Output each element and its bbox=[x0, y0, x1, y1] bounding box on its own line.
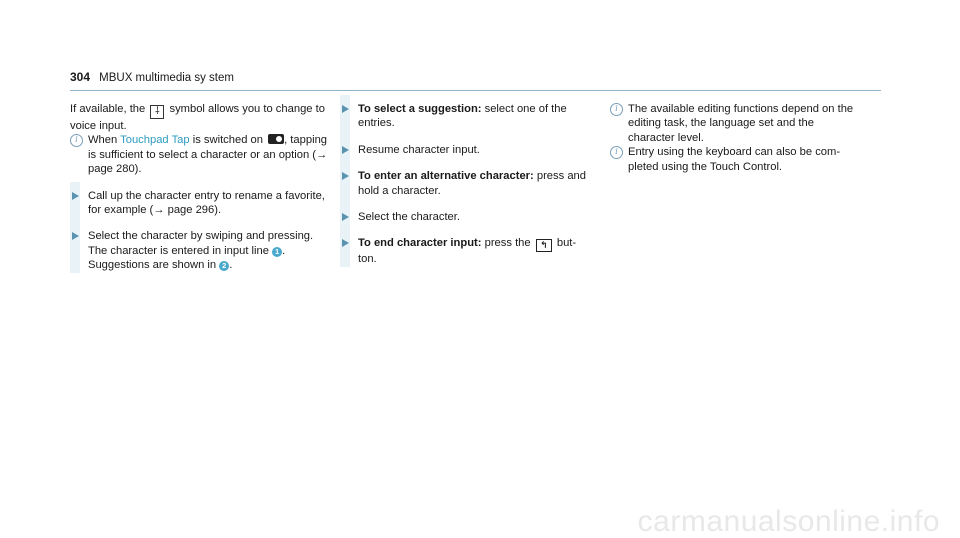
column-3 bbox=[610, 102, 860, 174]
info-icon: i bbox=[610, 146, 623, 159]
step2-text-c: . bbox=[229, 259, 233, 272]
step-heading: To enter an alternative character: bbox=[358, 170, 534, 183]
info-note-keyboard bbox=[610, 145, 860, 174]
callout-1-icon: 1 bbox=[272, 247, 282, 257]
step1-text: Call up the character entry to rename a favorite, for example ( bbox=[88, 189, 325, 217]
step-alternative-char bbox=[340, 169, 590, 198]
callout-2-icon: 2 bbox=[219, 261, 229, 271]
page-header bbox=[70, 70, 881, 91]
column-2 bbox=[340, 102, 590, 267]
note-text-d[interactable]: page 280). bbox=[88, 163, 142, 176]
page-ref-arrow: → bbox=[316, 148, 328, 161]
step2-text-a: Select the character by swiping and pressing. The character is entered in input line bbox=[88, 230, 314, 257]
step-select-suggestion bbox=[340, 102, 590, 131]
step-heading: To end character input: bbox=[358, 237, 482, 250]
info-icon: i bbox=[70, 134, 83, 147]
info-note-touchpad bbox=[70, 133, 328, 176]
spacer bbox=[70, 217, 328, 229]
note-text-c: , tapping is sufficient to select a character or an option ( bbox=[88, 134, 328, 161]
info-note-editing bbox=[610, 102, 860, 145]
intro-text-a: If available, the bbox=[70, 103, 149, 115]
intro-text-b: symbol allows you to change to voice input. bbox=[70, 103, 325, 132]
column-1 bbox=[70, 102, 328, 273]
arrow-right-icon bbox=[342, 105, 349, 113]
note-text-a: When bbox=[88, 134, 121, 147]
toggle-on-icon bbox=[268, 134, 284, 144]
spacer bbox=[340, 131, 590, 143]
arrow-right-icon bbox=[342, 239, 349, 247]
note-text-b: is switched on bbox=[189, 134, 267, 147]
step-text: Resume character input. bbox=[358, 143, 480, 156]
arrow-right-icon bbox=[342, 172, 349, 180]
step-text: Select the character. bbox=[358, 211, 460, 224]
touchpad-tap-link[interactable]: Touchpad Tap bbox=[120, 134, 190, 147]
step-call-up bbox=[70, 189, 328, 218]
spacer bbox=[340, 224, 590, 236]
spacer bbox=[340, 198, 590, 210]
spacer bbox=[340, 157, 590, 169]
page-number: 304 bbox=[70, 70, 91, 84]
step-text-a: press the bbox=[481, 237, 534, 250]
back-arrow-icon: ↰ bbox=[536, 239, 552, 252]
note-text: The available editing functions depend on the editing task, the language set and the character level. bbox=[628, 103, 854, 144]
step-resume bbox=[340, 143, 590, 157]
microphone-icon: ⸸ bbox=[150, 105, 164, 119]
spacer bbox=[70, 177, 328, 189]
step2-text-b: . Suggestions are shown in bbox=[88, 244, 286, 272]
step-heading: To select a suggestion: bbox=[358, 103, 482, 115]
step1-page-ref[interactable]: page 296). bbox=[164, 204, 222, 217]
intro-paragraph bbox=[70, 102, 328, 133]
arrow-right-icon bbox=[72, 192, 79, 200]
note-text: Entry using the keyboard can also be com-pleted using the Touch Control. bbox=[628, 146, 841, 173]
step-text: select one of the entries. bbox=[358, 103, 567, 130]
watermark: carmanualsonline.info bbox=[637, 504, 940, 538]
arrow-right-icon bbox=[342, 213, 349, 221]
step-select-character bbox=[340, 210, 590, 224]
info-icon: i bbox=[610, 103, 623, 116]
step-select-char bbox=[70, 229, 328, 272]
arrow-right-icon bbox=[72, 232, 79, 240]
page-ref-arrow: → bbox=[153, 204, 165, 217]
arrow-right-icon bbox=[342, 146, 349, 154]
page-title: MBUX multimedia sy stem bbox=[99, 72, 234, 84]
step-end-input bbox=[340, 236, 590, 266]
step-text: press and hold a character. bbox=[358, 170, 586, 197]
step-text-b: but-ton. bbox=[358, 237, 577, 266]
